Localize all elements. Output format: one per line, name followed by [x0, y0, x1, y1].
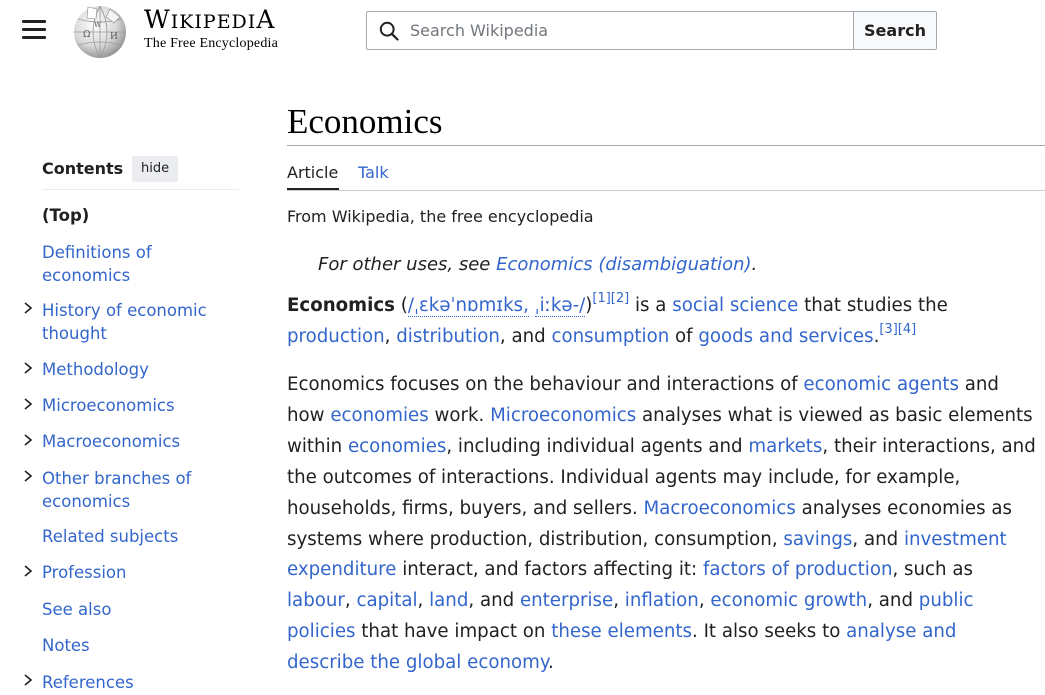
- svg-text:И: И: [110, 32, 118, 42]
- pron-paren: (: [400, 295, 408, 316]
- article-term: Economics: [287, 295, 395, 316]
- toc-item-references[interactable]: References: [42, 673, 134, 692]
- magnifier-icon: [379, 21, 399, 41]
- chevron-right-icon[interactable]: [22, 469, 34, 483]
- wordmark-title: [144, 6, 278, 36]
- toc-item-history[interactable]: History of economic thought: [42, 301, 207, 343]
- hatnote-suffix: .: [751, 254, 758, 275]
- pronunciation: [401, 295, 593, 317]
- disambiguation-link[interactable]: Economics (disambiguation): [496, 254, 752, 275]
- toc-heading: Contents: [42, 159, 124, 178]
- toc-divider: [42, 189, 239, 190]
- inline-link[interactable]: Macroeconomics: [643, 497, 796, 519]
- text: ,: [344, 590, 357, 612]
- inline-link[interactable]: goods and services: [698, 326, 874, 347]
- text: analyses economies as systems where production, distribution, consumption,: [287, 497, 1012, 550]
- text: is a: [629, 295, 673, 316]
- toc-item-notes[interactable]: Notes: [42, 636, 90, 655]
- chevron-right-icon[interactable]: [22, 397, 34, 411]
- toc-item-definitions[interactable]: Definitions of economics: [42, 243, 152, 285]
- inline-link[interactable]: these elements: [551, 621, 692, 643]
- tabs-divider: [287, 190, 1045, 191]
- text: , including individual agents and: [446, 435, 749, 457]
- inline-link[interactable]: factors of production: [702, 559, 893, 581]
- text: , their interactions, and the outcomes of interactions. Individual agents may include, for example, households, firms, buyers, and sellers.: [287, 435, 1036, 519]
- text: ,: [613, 590, 625, 612]
- chevron-right-icon[interactable]: [22, 433, 34, 447]
- text: , and: [499, 326, 552, 347]
- pron-paren: ): [585, 295, 593, 316]
- inline-link[interactable]: economies: [330, 404, 429, 426]
- text: ,: [417, 590, 430, 612]
- toc-hide-button[interactable]: hide: [132, 156, 178, 182]
- text: , such as: [892, 559, 973, 581]
- footnote-link[interactable]: [4]: [897, 322, 917, 337]
- inline-link[interactable]: land: [429, 590, 469, 612]
- toc-item-macroeconomics[interactable]: Macroeconomics: [42, 432, 181, 451]
- hatnote-prefix: For other uses, see: [318, 254, 497, 275]
- toc-item-top[interactable]: (Top): [42, 206, 90, 225]
- pronunciation-link[interactable]: ˌiːkə-/: [534, 295, 586, 316]
- wordmark-smallcaps: IKIPEDI: [170, 11, 257, 33]
- pronunciation-link[interactable]: /ˌɛkəˈnɒmɪks,: [407, 295, 529, 316]
- tab-talk[interactable]: Talk: [358, 163, 389, 182]
- site-subtitle: From Wikipedia, the free encyclopedia: [287, 207, 594, 226]
- text: Economics focuses on the behaviour and interactions of: [287, 374, 804, 395]
- search-form: [366, 11, 937, 50]
- text: .: [548, 652, 554, 674]
- text: , and: [852, 528, 904, 550]
- footnote-link[interactable]: [3]: [879, 322, 898, 337]
- title-divider: [287, 145, 1045, 146]
- hamburger-line: [22, 20, 46, 23]
- search-input[interactable]: [410, 12, 840, 49]
- page-title: Economics: [287, 102, 443, 141]
- text: analyses what is viewed as basic elements within: [287, 404, 1033, 457]
- hamburger-line: [22, 36, 46, 39]
- text: that have impact on: [355, 621, 552, 643]
- tab-article[interactable]: Article: [287, 163, 339, 182]
- toc-item-related-subjects[interactable]: Related subjects: [42, 527, 179, 546]
- wikipedia-globe-logo[interactable]: [70, 3, 130, 59]
- text: ,: [384, 326, 397, 347]
- footnote-link[interactable]: [1]: [592, 291, 611, 306]
- inline-link[interactable]: markets: [748, 435, 823, 457]
- search-box[interactable]: [366, 11, 853, 50]
- chevron-right-icon[interactable]: [22, 673, 34, 687]
- svg-text:Ω: Ω: [83, 30, 91, 40]
- text: of: [669, 326, 699, 347]
- text: .: [873, 326, 880, 347]
- search-button[interactable]: Search: [853, 11, 937, 50]
- hatnote: [318, 253, 757, 277]
- text: and how: [287, 374, 999, 426]
- toc-item-methodology[interactable]: Methodology: [42, 360, 149, 379]
- text: that studies the: [798, 295, 948, 316]
- main-menu-button[interactable]: [22, 20, 46, 42]
- text: interact, and factors affecting it:: [396, 559, 703, 581]
- inline-link[interactable]: enterprise: [519, 590, 614, 612]
- inline-link[interactable]: economic growth: [710, 590, 868, 612]
- svg-text:W: W: [94, 21, 102, 29]
- toc-item-microeconomics[interactable]: Microeconomics: [42, 396, 175, 415]
- inline-link[interactable]: economic agents: [803, 374, 959, 395]
- text: , and: [468, 590, 520, 612]
- footnote-ref: [592, 291, 629, 306]
- chevron-right-icon[interactable]: [22, 361, 34, 375]
- text: ,: [698, 590, 711, 612]
- toc-item-other-branches[interactable]: Other branches of economics: [42, 469, 192, 511]
- inline-link[interactable]: inflation: [624, 590, 699, 612]
- wordmark-tagline: The Free Encyclopedia: [144, 36, 279, 51]
- inline-link[interactable]: economies: [347, 435, 447, 457]
- inline-link[interactable]: public policies: [287, 590, 974, 643]
- wikipedia-wordmark[interactable]: [144, 6, 278, 52]
- hamburger-line: [22, 28, 46, 31]
- inline-link[interactable]: savings: [783, 528, 853, 550]
- chevron-right-icon[interactable]: [22, 564, 34, 578]
- inline-link[interactable]: production: [287, 326, 385, 347]
- inline-link[interactable]: Microeconomics: [490, 404, 637, 426]
- wordmark-letter: W: [144, 5, 171, 34]
- inline-link[interactable]: investment expenditure: [287, 528, 1007, 581]
- footnote-ref: [879, 322, 916, 337]
- text: , and: [867, 590, 919, 612]
- inline-link[interactable]: analyse and describe the global economy: [287, 621, 957, 674]
- inline-link[interactable]: capital: [356, 590, 418, 612]
- inline-link[interactable]: social science: [672, 295, 799, 316]
- text: . It also seeks to: [692, 621, 847, 643]
- chevron-right-icon[interactable]: [22, 301, 34, 315]
- footnote-link[interactable]: [2]: [610, 291, 630, 306]
- toc-item-profession[interactable]: Profession: [42, 563, 127, 582]
- inline-link[interactable]: consumption: [551, 326, 670, 347]
- wordmark-letter: A: [256, 5, 276, 34]
- inline-link[interactable]: distribution: [396, 326, 500, 347]
- toc-item-see-also[interactable]: See also: [42, 600, 112, 619]
- text: work.: [428, 404, 491, 426]
- lead-paragraph: [287, 290, 1039, 352]
- body-paragraph: [287, 370, 1039, 679]
- inline-link[interactable]: labour: [287, 590, 345, 612]
